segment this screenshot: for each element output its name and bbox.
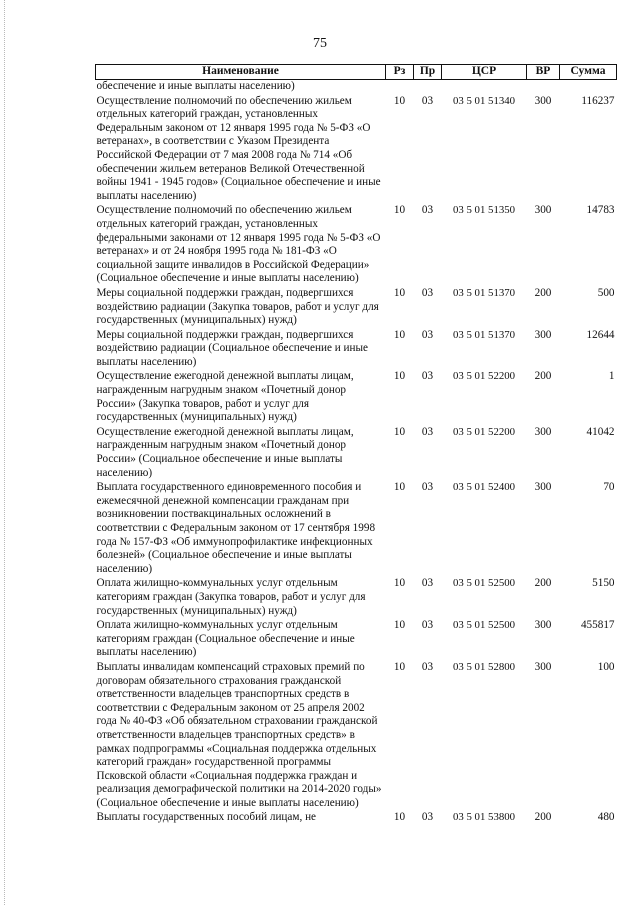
row-sum: 116237 xyxy=(581,94,615,107)
budget-table xyxy=(95,64,617,826)
row-pr: 03 xyxy=(421,619,434,632)
table-row xyxy=(96,80,617,95)
row-pr: 03 xyxy=(421,94,434,107)
table-row xyxy=(96,329,617,371)
row-pr: 03 xyxy=(421,660,434,673)
row-vr: 300 xyxy=(534,481,552,494)
row-rz: 10 xyxy=(393,370,406,383)
row-csr: 03 5 01 51370 xyxy=(452,286,516,299)
row-sum: 455817 xyxy=(580,619,615,632)
table-row xyxy=(96,287,617,329)
row-csr xyxy=(442,80,527,95)
row-csr: 03 5 01 52400 xyxy=(452,481,516,494)
row-vr: 200 xyxy=(534,286,552,299)
row-name: Выплата государственного единовременного пособия и ежемесячной денежной компенсации гражданам при возникновении поствакцинальных осложнений в соответствии с Федеральным законом от 17 сентября 1998 года № 157-ФЗ «Об иммунопрофилактике инфекционных болезней» (Социальное обеспечение и иные выплаты населению) xyxy=(96,481,376,575)
row-csr: 03 5 01 51350 xyxy=(452,204,516,217)
row-sum: 12644 xyxy=(586,328,615,341)
row-vr: 200 xyxy=(534,811,552,824)
row-pr: 03 xyxy=(421,577,434,590)
row-pr xyxy=(414,80,442,95)
row-sum: 100 xyxy=(597,660,615,673)
header-name: Наименование xyxy=(96,65,386,80)
row-vr: 200 xyxy=(534,577,552,590)
row-name: Выплаты инвалидам компенсаций страховых премий по договорам обязательного страхования гражданской ответственности владельцев транспортных средств в соответствии с Федеральным законом от 25 апреля 2002 года № 40-ФЗ «Об обязательном страховании гражданской ответственности владельцев транспортных средств» в рамках подпрограммы «Социальная поддержка отдельных категорий граждан» государственной программы Псковской области «Социальная поддержка граждан и реализация демографической политики на 2014-2020 годы» (Социальное обеспечение и иные выплаты населению) xyxy=(96,660,382,809)
row-rz: 10 xyxy=(393,94,406,107)
scan-edge-dots xyxy=(4,0,6,905)
row-name: Выплаты государственных пособий лицам, не xyxy=(96,811,317,824)
row-vr: 300 xyxy=(534,94,552,107)
row-pr: 03 xyxy=(421,370,434,383)
row-vr: 300 xyxy=(534,328,552,341)
table-row xyxy=(96,811,617,826)
row-vr: 300 xyxy=(534,660,552,673)
header-pr: Пр xyxy=(414,65,442,80)
row-pr: 03 xyxy=(421,811,434,824)
row-vr: 300 xyxy=(534,204,552,217)
row-csr: 03 5 01 52500 xyxy=(452,619,516,632)
row-name: Оплата жилищно-коммунальных услуг отдельным категориям граждан (Социальное обеспечение и иные выплаты населению) xyxy=(96,619,355,659)
table-row xyxy=(96,95,617,205)
page-number: 75 xyxy=(313,36,327,51)
row-sum: 5150 xyxy=(592,577,615,590)
table-header-row xyxy=(96,65,617,80)
table-row xyxy=(96,577,617,619)
row-csr: 03 5 01 53800 xyxy=(452,811,516,824)
row-rz: 10 xyxy=(393,328,406,341)
row-rz: 10 xyxy=(393,577,406,590)
row-sum: 1 xyxy=(608,370,615,383)
header-csr: ЦСР xyxy=(442,65,527,80)
row-rz: 10 xyxy=(393,286,406,299)
row-pr: 03 xyxy=(421,481,434,494)
row-name: Оплата жилищно-коммунальных услуг отдельным категориям граждан (Закупка товаров, работ и услуг для государственных (муниципальных) нужд) xyxy=(96,577,366,617)
table-row xyxy=(96,481,617,577)
row-csr: 03 5 01 51340 xyxy=(452,94,516,107)
row-pr: 03 xyxy=(421,425,434,438)
row-name: Осуществление ежегодной денежной выплаты лицам, награжденным нагрудным знаком «Почетный донор России» (Социальное обеспечение и иные выплаты населению) xyxy=(96,425,354,479)
table-row xyxy=(96,370,617,425)
row-name: Осуществление ежегодной денежной выплаты лицам, награжденным нагрудным знаком «Почетный донор России» (Закупка товаров, работ и услуг для государственных (муниципальных) нужд) xyxy=(96,370,354,424)
row-csr: 03 5 01 51370 xyxy=(452,328,516,341)
row-rz: 10 xyxy=(393,660,406,673)
row-rz: 10 xyxy=(393,811,406,824)
row-vr xyxy=(527,80,560,95)
row-sum: 41042 xyxy=(586,425,615,438)
table-row xyxy=(96,619,617,661)
row-sum: 500 xyxy=(597,286,615,299)
row-name: обеспечение и иные выплаты населению) xyxy=(96,80,295,92)
row-pr: 03 xyxy=(421,204,434,217)
row-name: Осуществление полномочий по обеспечению жильем отдельных категорий граждан, установленных Федеральным законом от 12 января 1995 года № 5-ФЗ «О ветеранах», в соответствии с Указом Президента Российской Федерации от 7 мая 2008 года № 714 «Об обеспечении жильем ветеранов Великой Отечественной войны 1941 - 1945 годов» (Социальное обеспечение и иные выплаты населению) xyxy=(96,94,381,202)
row-vr: 300 xyxy=(534,619,552,632)
row-vr: 200 xyxy=(534,370,552,383)
header-sum: Сумма xyxy=(560,65,617,80)
row-sum: 480 xyxy=(597,811,615,824)
row-name: Меры социальной поддержки граждан, подвергшихся воздействию радиации (Закупка товаров, работ и услуг для государственных (муниципальных) нужд) xyxy=(96,286,379,327)
table-row xyxy=(96,661,617,812)
table-row xyxy=(96,426,617,481)
row-sum: 14783 xyxy=(586,204,615,217)
row-sum: 70 xyxy=(603,481,615,494)
row-rz: 10 xyxy=(393,619,406,632)
row-vr: 300 xyxy=(534,425,552,438)
row-name: Осуществление полномочий по обеспечению жильем отдельных категорий граждан, установленных федеральными законами от 12 января 1995 года № 5-ФЗ «О ветеранах» и от 24 ноября 1995 года № 181-ФЗ «О социальной защите инвалидов в Российской Федерации» (Социальное обеспечение и иные выплаты населению) xyxy=(96,204,381,285)
table-row xyxy=(96,204,617,287)
row-csr: 03 5 01 52800 xyxy=(452,660,516,673)
row-rz: 10 xyxy=(393,481,406,494)
row-csr: 03 5 01 52200 xyxy=(452,370,516,383)
row-pr: 03 xyxy=(421,328,434,341)
budget-table-container xyxy=(95,64,616,826)
row-rz xyxy=(386,80,414,95)
row-rz: 10 xyxy=(393,204,406,217)
row-sum xyxy=(560,80,617,95)
row-csr: 03 5 01 52200 xyxy=(452,425,516,438)
row-csr: 03 5 01 52500 xyxy=(452,577,516,590)
row-rz: 10 xyxy=(393,425,406,438)
header-rz: Рз xyxy=(386,65,414,80)
row-pr: 03 xyxy=(421,286,434,299)
row-name: Меры социальной поддержки граждан, подвергшихся воздействию радиации (Социальное обеспечение и иные выплаты населению) xyxy=(96,328,368,368)
header-vr: ВР xyxy=(527,65,560,80)
